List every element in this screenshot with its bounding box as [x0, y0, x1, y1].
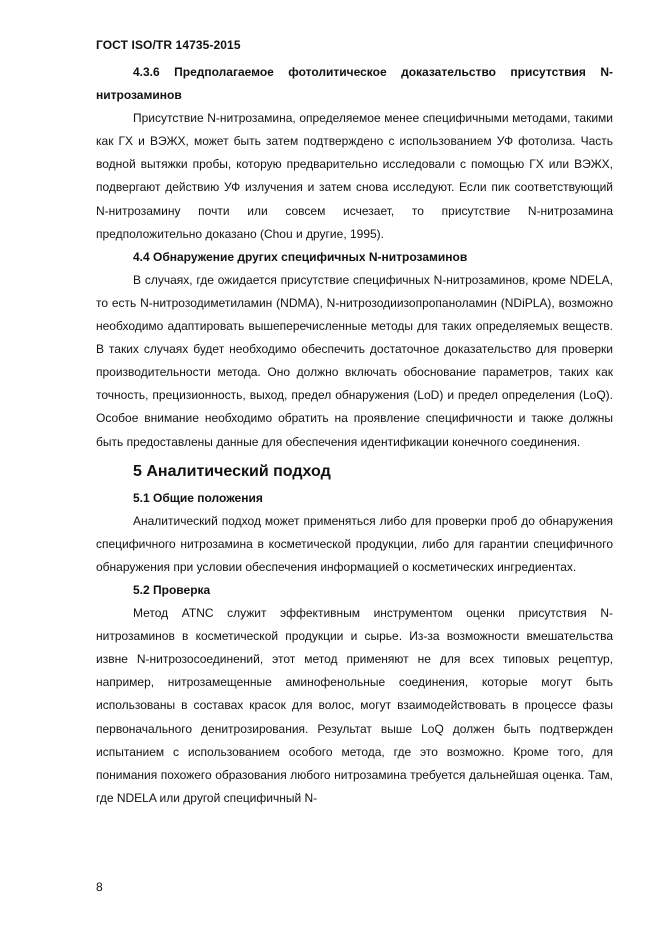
paragraph: Метод ATNC служит эффективным инструментом оценки присутствия N-нитрозаминов в косметической продукции и сырье. Из-за возможности вмешательства извне N-нитрозосоединений, этот метод применяют не для всех типовых рецептур, например, нитрозамещенные аминофенольные соединения, которые могут быть использованы в составах красок для волос, могут взаимодействовать в процессе фазы первоначального денитрозирования. Результат выше LoQ должен быть подтвержден испытанием с использованием особого метода, где это возможно. Кроме того, для понимания похожего образования любого нитрозамина требуется дальнейшая оценка. Там, где NDELA или другой специфичный N-: [96, 606, 613, 805]
paragraph: Аналитический подход может применяться либо для проверки проб до обнаружения специфичного нитрозамина в косметической продукции, либо для гарантии специфичного обнаружения при условии обеспечения информацией о косметических ингредиентах.: [96, 513, 613, 574]
page-body: [96, 61, 613, 810]
page-number: 8: [96, 880, 103, 894]
section-heading-4-4: 4.4 Обнаружение других специфичных N-нитрозаминов: [133, 249, 468, 264]
paragraph: Присутствие N-нитрозамина, определяемое менее специфичными методами, такими как ГХ и ВЭЖХ, может быть затем подтверждено с использованием УФ фотолиза. Часть водной вытяжки пробы, которую предварительно исследовали с помощью ГХ или ВЭЖХ, подвергают действию УФ излучения и затем снова исследуют. Если пик соответствующий N-нитрозамину почти или совсем исчезает, то присутствие N-нитрозамина предположительно доказано (Chou и другие, 1995).: [96, 111, 613, 241]
paragraph: В случаях, где ожидается присутствие специфичных N-нитрозаминов, кроме NDELA, то есть N-нитрозодиметиламин (NDMA), N-нитрозодиизопропаноламин (NDiPLA), возможно необходимо адаптировать вышеперечисленные методы для таких определяемых веществ. В таких случаях будет необходимо обеспечить достаточное доказательство для проверки производительности метода. Оно должно включать обоснование параметров, таких как точность, прецизионность, выход, предел обнаружения (LoD) и предел определения (LoQ). Особое внимание необходимо обратить на проявление специфичности и также должны быть предоставлены данные для обеспечения идентификации конечного соединения.: [96, 272, 613, 449]
section-heading-5-2: 5.2 Проверка: [133, 582, 211, 597]
chapter-heading-5: 5 Аналитический подход: [133, 462, 331, 480]
section-heading-4-3-6: 4.3.6 Предполагаемое фотолитическое доказательство присутствия N-нитрозаминов: [96, 65, 613, 103]
section-heading-5-1: 5.1 Общие положения: [133, 490, 263, 505]
document-code-header: ГОСТ ISO/TR 14735-2015: [96, 38, 241, 52]
